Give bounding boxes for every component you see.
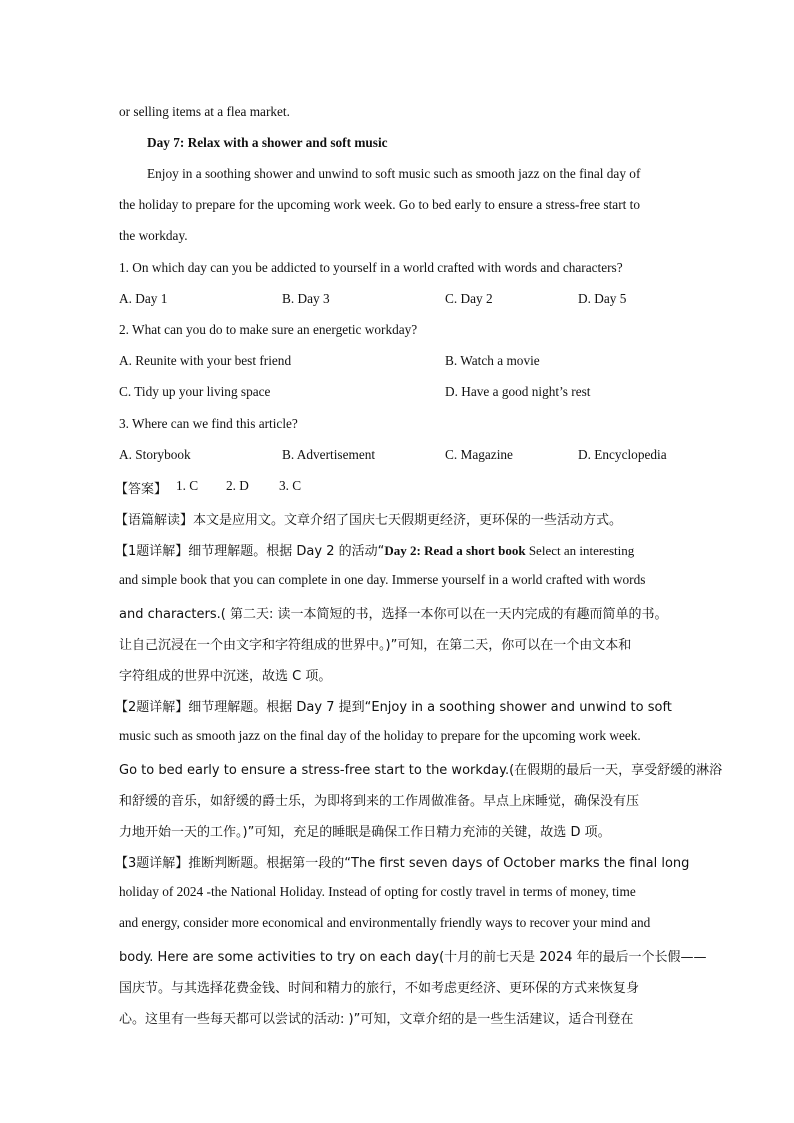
q2-explanation-line	[115, 696, 672, 715]
explanation-line: 字符组成的世界中沉迷，故选 C 项。	[119, 669, 332, 684]
passage-line: the holiday to prepare for the upcoming work week. Go to bed early to ensure a stress-free start to	[119, 197, 640, 212]
answer-value: 3. C	[279, 478, 302, 493]
passage-line: the workday.	[119, 228, 188, 243]
question-stem: 1. On which day can you be addicted to yourself in a world crafted with words and characters?	[119, 260, 623, 275]
explanation-line: body. Here are some activities to try on each day(十月的前七天是 2024 年的最后一个长假——	[119, 950, 707, 965]
explanation-line: and energy, consider more economical and environmentally friendly ways to recover your mind and	[119, 915, 651, 930]
answer-option: D. Day 5	[578, 291, 627, 306]
explanation-line: music such as smooth jazz on the final day of the holiday to prepare for the upcoming work week.	[119, 728, 641, 743]
explanation-line: and characters.( 第二天: 读一本简短的书，选择一本你可以在一天内完成的有趣而简单的书。	[119, 607, 668, 622]
q1-label: 【1题详解】	[115, 544, 189, 559]
explanation-line: and simple book that you can complete in one day. Immerse yourself in a world crafted with words	[119, 572, 646, 587]
answer-option: A. Day 1	[119, 291, 168, 306]
answer-option: B. Watch a movie	[445, 353, 540, 368]
q1-text: 细节理解题。根据 Day 2 的活动“	[188, 544, 385, 559]
overview-text: 本文是应用文。文章介绍了国庆七天假期更经济，更环保的一些活动方式。	[193, 513, 623, 528]
answer-value: 1. C	[176, 478, 199, 493]
explanation-line: 和舒缓的音乐，如舒缓的爵士乐，为即将到来的工作周做准备。早点上床睡觉，确保没有压	[119, 794, 640, 809]
q2-text: 细节理解题。根据 Day 7 提到“Enjoy in a soothing shower and unwind to soft	[188, 700, 672, 715]
answer-option: A. Storybook	[119, 447, 191, 462]
answer-option: C. Day 2	[445, 291, 493, 306]
passage-line: Enjoy in a soothing shower and unwind to soft music such as smooth jazz on the final day of	[147, 166, 641, 181]
answer-label: 【答案】	[115, 482, 168, 497]
answer-option: D. Encyclopedia	[578, 447, 667, 462]
q2-label: 【2题详解】	[115, 700, 189, 715]
answer-option: A. Reunite with your best friend	[119, 353, 292, 368]
answer-option: C. Magazine	[445, 447, 513, 462]
explanation-line: 国庆节。与其选择花费金钱、时间和精力的旅行，不如考虑更经济、更环保的方式来恢复身	[119, 981, 640, 996]
explanation-line: 让自己沉浸在一个由文字和字符组成的世界中。)”可知，在第二天，你可以在一个由文本和	[119, 638, 632, 653]
overview-label: 【语篇解读】	[115, 513, 194, 528]
question-stem: 2. What can you do to make sure an energetic workday?	[119, 322, 418, 337]
answer-value: 2. D	[226, 478, 249, 493]
answer-option: D. Have a good night’s rest	[445, 384, 591, 399]
explanation-line: 力地开始一天的工作。)”可知，充足的睡眠是确保工作日精力充沛的关键，故选 D 项。	[119, 825, 611, 840]
q3-label: 【3题详解】	[115, 856, 189, 871]
answer-option: B. Day 3	[282, 291, 330, 306]
day7-heading: Day 7: Relax with a shower and soft music	[147, 135, 388, 150]
q1-explanation-line	[115, 540, 634, 559]
q3-text: 推断判断题。根据第一段的“The first seven days of October marks the final long	[188, 856, 690, 871]
q1-quote-text: Select an interesting	[525, 543, 635, 558]
overview-line	[115, 509, 622, 528]
passage-line: or selling items at a flea market.	[119, 104, 290, 119]
answer-option: C. Tidy up your living space	[119, 384, 271, 399]
question-stem: 3. Where can we find this article?	[119, 416, 298, 431]
q1-quote-heading: Day 2: Read a short book	[384, 543, 526, 558]
explanation-line: Go to bed early to ensure a stress-free start to the workday.(在假期的最后一天，享受舒缓的淋浴	[119, 763, 723, 778]
answer-option: B. Advertisement	[282, 447, 376, 462]
q3-explanation-line	[115, 852, 689, 871]
explanation-line: holiday of 2024 -the National Holiday. Instead of opting for costly travel in terms of money, time	[119, 884, 636, 899]
explanation-line: 心。这里有一些每天都可以尝试的活动: )”可知，文章介绍的是一些生活建议，适合刊登在	[119, 1012, 634, 1027]
